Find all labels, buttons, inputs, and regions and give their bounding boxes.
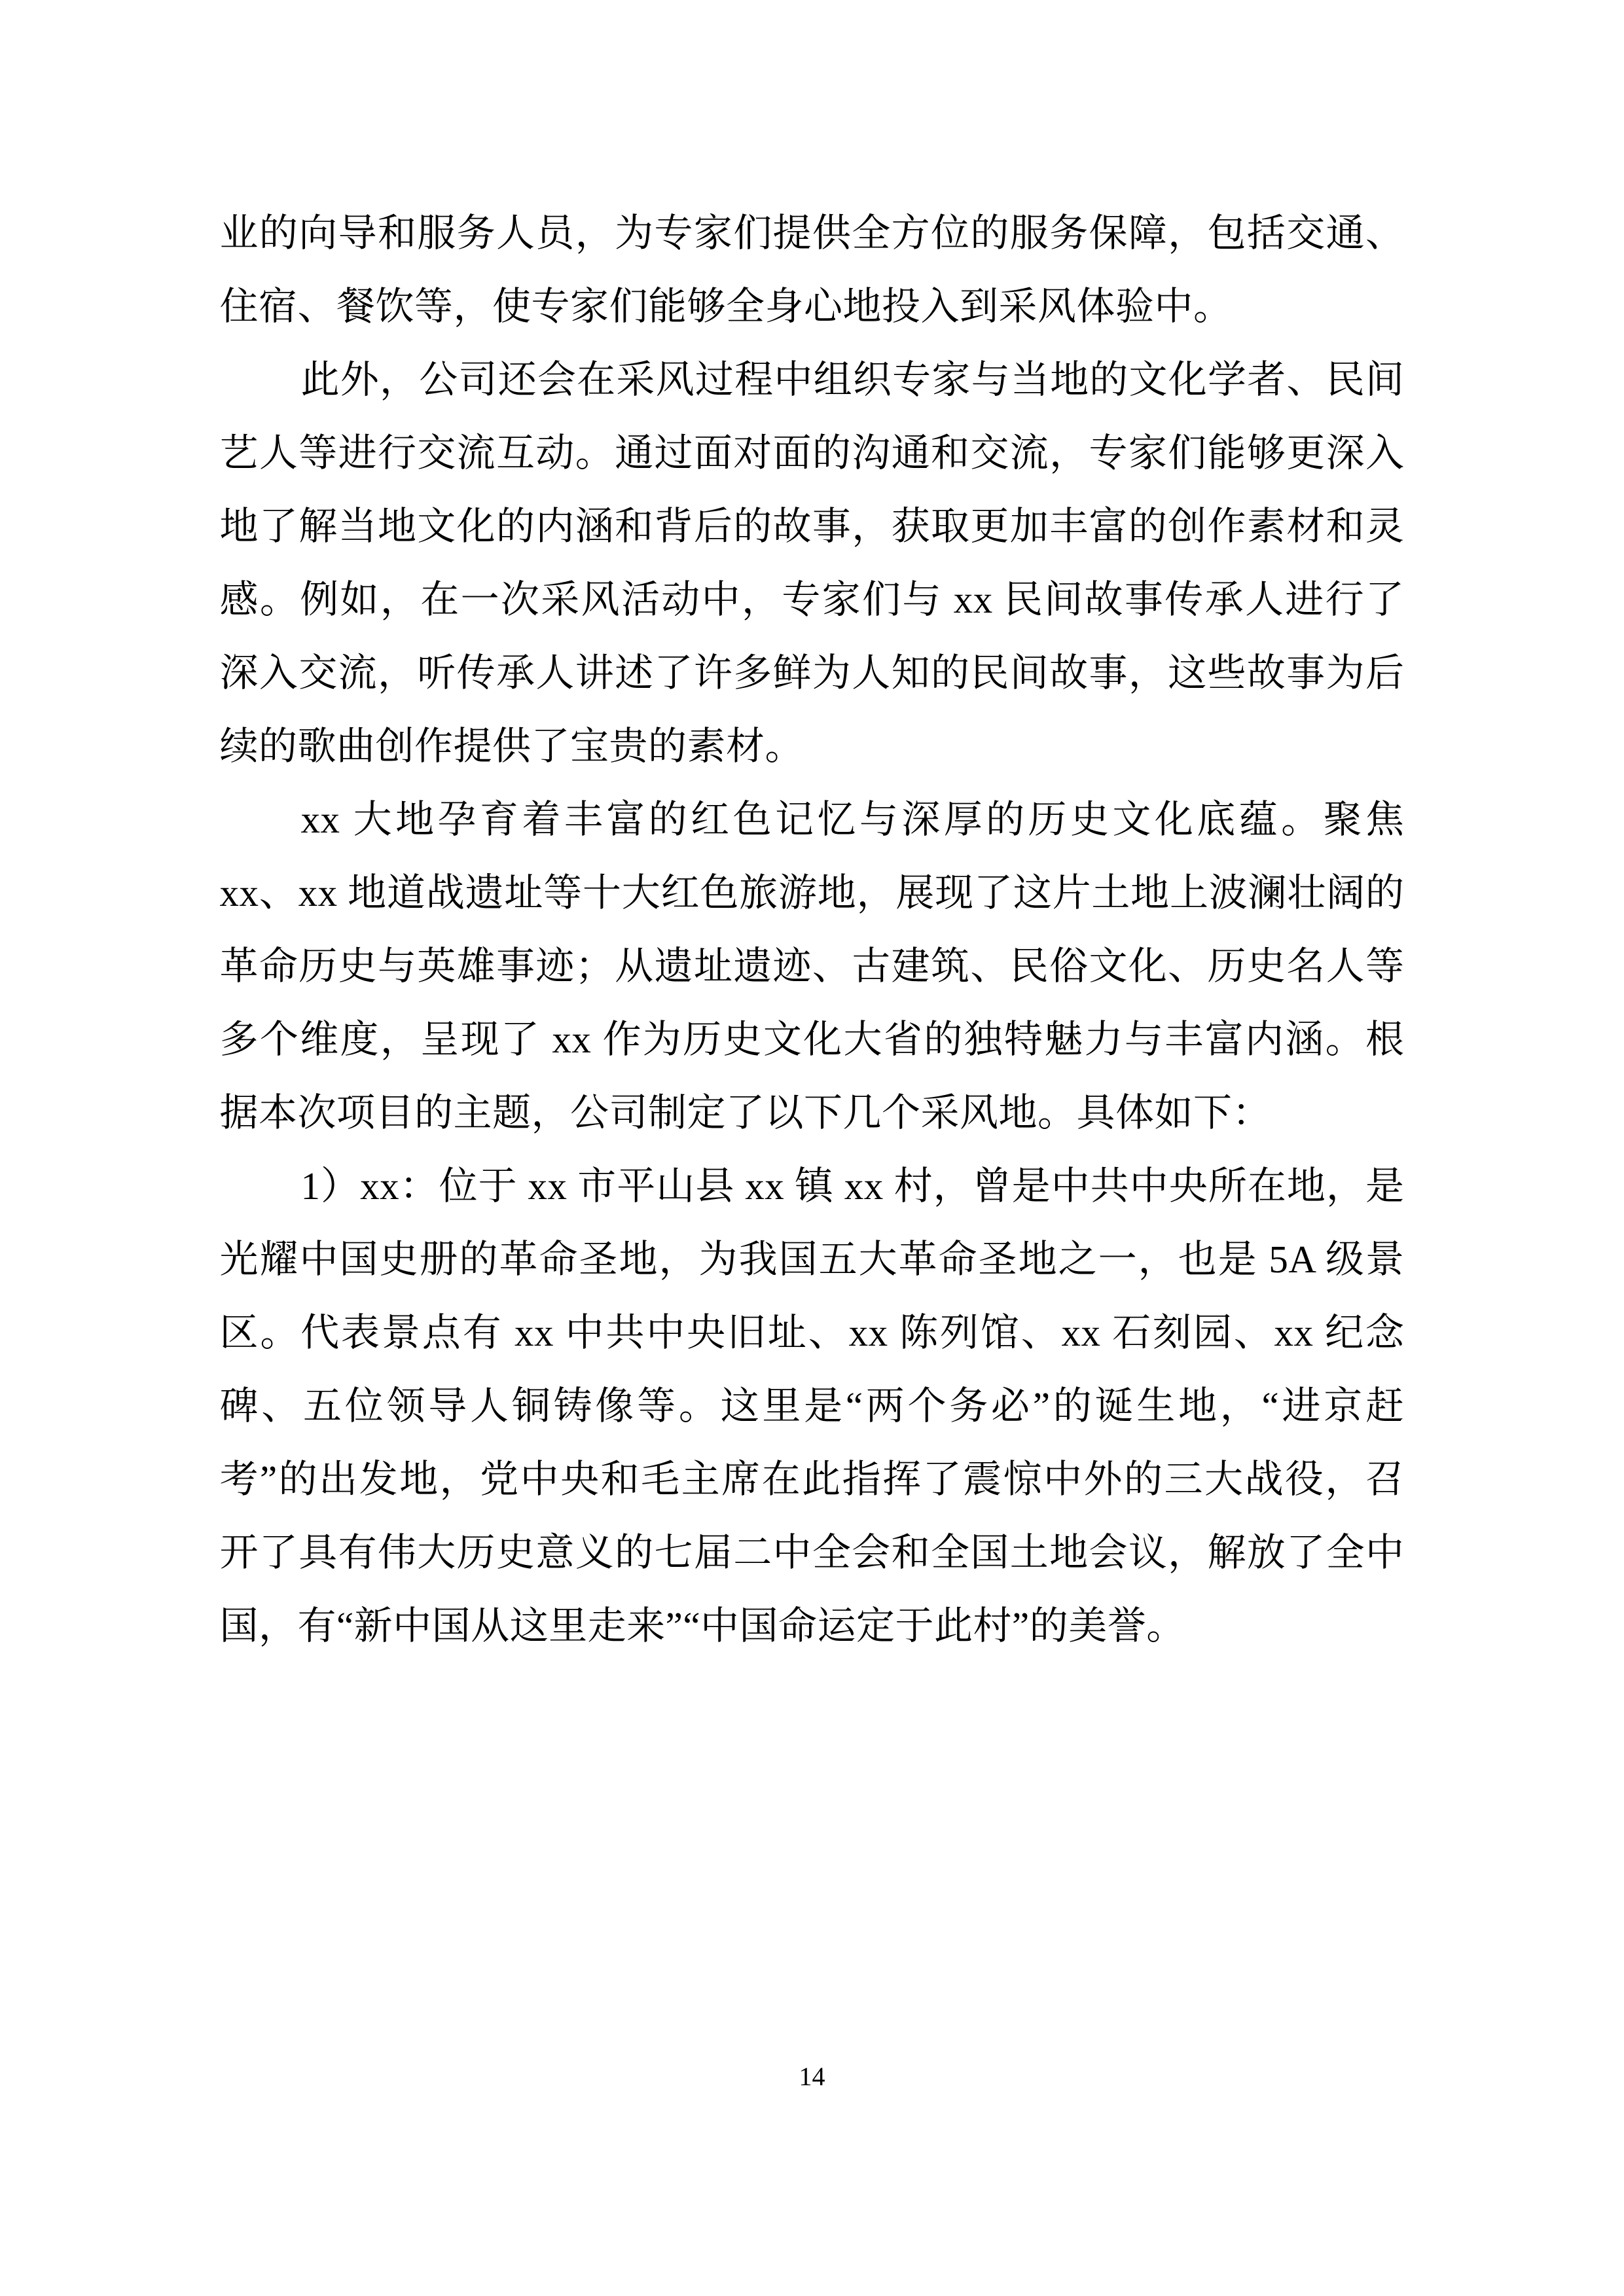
- page-number: 14: [799, 2062, 825, 2091]
- paragraph-4: 1）xx：位于 xx 市平山县 xx 镇 xx 村，曾是中共中央所在地，是光耀中国史册的革命圣地，为我国五大革命圣地之一，也是 5A 级景区。代表景点有 xx 中共中央旧址、xx 陈列馆、xx 石刻园、xx 纪念碑、五位领导人铜铸像等。这里是“两个务必”的诞生地，“进京赶考”的出发地，党中央和毛主席在此指挥了震惊中外的三大战役，召开了具有伟大历史意义的七届二中全会和全国土地会议，解放了全中国，有“新中国从这里走来”“中国命运定于此村”的美誉。: [219, 1164, 1405, 1647]
- document-body: [220, 196, 1405, 1662]
- paragraph-3: xx 大地孕育着丰富的红色记忆与深厚的历史文化底蕴。聚焦 xx、xx 地道战遗址等十大红色旅游地，展现了这片土地上波澜壮阔的革命历史与英雄事迹；从遗址遗迹、古建筑、民俗文化、历史名人等多个维度，呈现了 xx 作为历史文化大省的独特魅力与丰富内涵。根据本次项目的主题，公司制定了以下几个采风地。具体如下：: [219, 798, 1405, 1134]
- paragraph-2: 此外，公司还会在采风过程中组织专家与当地的文化学者、民间艺人等进行交流互动。通过面对面的沟通和交流，专家们能够更深入地了解当地文化的内涵和背后的故事，获取更加丰富的创作素材和灵感。例如，在一次采风活动中，专家们与 xx 民间故事传承人进行了深入交流，听传承人讲述了许多鲜为人知的民间故事，这些故事为后续的歌曲创作提供了宝贵的素材。: [219, 358, 1405, 768]
- paragraph-1: 业的向导和服务人员，为专家们提供全方位的服务保障，包括交通、住宿、餐饮等，使专家们能够全身心地投入到采风体验中。: [219, 211, 1405, 328]
